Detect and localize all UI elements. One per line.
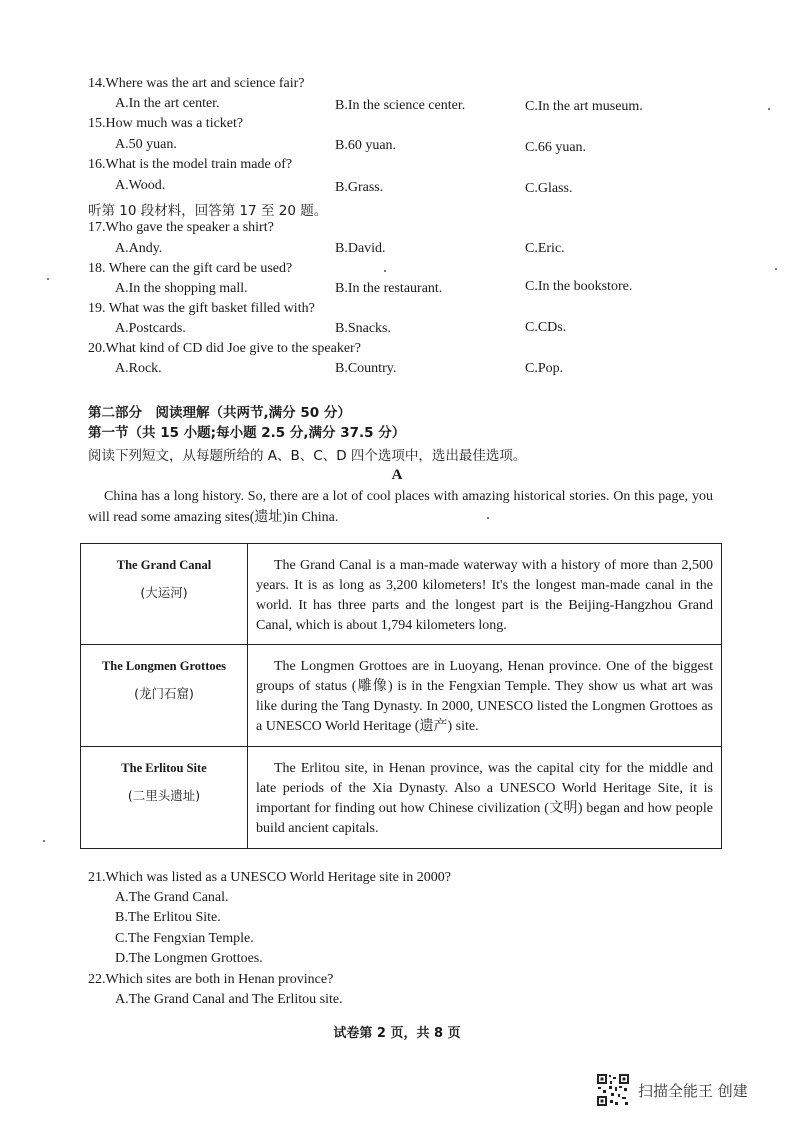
page-footer: 试卷第 2 页，共 8 页 xyxy=(333,1026,461,1041)
scan-speck xyxy=(768,108,770,110)
table-row xyxy=(81,544,722,645)
site-description: The Longmen Grottoes are in Luoyang, Henan province. One of the biggest groups of status (雕像) is in the Fengxian Temple. They show us what art was like during the Tang Dynasty. In 2000, UNESCO listed the Longmen Grottoes as a UNESCO World Heritage (遗产) site. xyxy=(248,645,722,747)
question-20-option-a: A.Rock. xyxy=(115,361,162,376)
site-chinese-name: (大运河) xyxy=(140,585,188,600)
site-name-cell xyxy=(81,645,248,747)
question-19-option-b: B.Snacks. xyxy=(335,321,391,336)
question-21-option-d: D.The Longmen Grottoes. xyxy=(115,951,263,966)
scan-speck xyxy=(43,840,45,842)
question-16-stem: 16.What is the model train made of? xyxy=(88,157,293,172)
question-20-stem: 20.What kind of CD did Joe give to the speaker? xyxy=(88,341,361,356)
site-name: The Erlitou Site xyxy=(121,761,207,775)
site-chinese-name: (龙门石窟) xyxy=(134,686,194,701)
question-14-option-c: C.In the art museum. xyxy=(525,99,643,114)
question-14-option-a: A.In the art center. xyxy=(115,96,220,111)
question-15-option-a: A.50 yuan. xyxy=(115,137,177,152)
question-16-option-a: A.Wood. xyxy=(115,178,166,193)
scan-speck xyxy=(47,278,49,280)
question-20-option-b: B.Country. xyxy=(335,361,397,376)
table-row xyxy=(81,645,722,747)
site-name-cell xyxy=(81,544,248,645)
passage-title: A xyxy=(391,467,403,483)
site-name: The Longmen Grottoes xyxy=(101,659,227,673)
scan-speck xyxy=(487,517,489,519)
question-22-option-a: A.The Grand Canal and The Erlitou site. xyxy=(115,992,343,1007)
site-name-cell xyxy=(81,747,248,849)
question-16-option-c: C.Glass. xyxy=(525,181,573,196)
question-21-option-c: C.The Fengxian Temple. xyxy=(115,931,254,946)
question-17-option-a: A.Andy. xyxy=(115,241,163,256)
question-19-stem: 19. What was the gift basket filled with? xyxy=(88,301,315,316)
question-18-stem: 18. Where can the gift card be used? xyxy=(88,261,293,276)
site-description: The Grand Canal is a man-made waterway with a history of more than 2,500 years. It is as long as 3,200 kilometers! It's the longest man-made canal in the world. It has three parts and the longest part is the Beijing-Hangzhou Grand Canal, which is about 1,794 kilometers long. xyxy=(248,544,722,645)
table-row xyxy=(81,747,722,849)
section1-header: 第一节（共 15 小题;每小题 2.5 分,满分 37.5 分） xyxy=(88,425,406,441)
question-17-option-b: B.David. xyxy=(335,241,386,256)
question-14-stem: 14.Where was the art and science fair? xyxy=(88,76,305,91)
question-15-stem: 15.How much was a ticket? xyxy=(88,116,244,131)
question-21-stem: 21.Which was listed as a UNESCO World Heritage site in 2000? xyxy=(88,870,451,885)
question-20-option-c: C.Pop. xyxy=(525,361,564,376)
passage-intro: China has a long history. So, there are a lot of cool places with amazing historical stories. On this page, you will read some amazing sites(遗址)in China. xyxy=(88,489,713,525)
site-chinese-name: (二里头遗址) xyxy=(127,788,201,803)
question-18-option-a: A.In the shopping mall. xyxy=(115,281,248,296)
question-19-option-a: A.Postcards. xyxy=(115,321,186,336)
site-name: The Grand Canal xyxy=(116,558,212,572)
question-21-option-b: B.The Erlitou Site. xyxy=(115,910,221,925)
part2-header: 第二部分 阅读理解（共两节,满分 50 分） xyxy=(88,405,351,421)
question-15-option-c: C.66 yuan. xyxy=(525,140,587,155)
question-22-stem: 22.Which sites are both in Henan province? xyxy=(88,972,334,987)
listening-instruction: 听第 10 段材料，回答第 17 至 20 题。 xyxy=(88,203,328,219)
scan-speck xyxy=(775,268,777,270)
scan-speck xyxy=(384,270,386,272)
question-19-option-c: C.CDs. xyxy=(525,320,567,335)
qr-code-icon xyxy=(596,1073,630,1107)
sites-table xyxy=(80,543,722,849)
question-16-option-b: B.Grass. xyxy=(335,180,384,195)
question-17-option-c: C.Eric. xyxy=(525,241,565,256)
question-18-option-c: C.In the bookstore. xyxy=(525,279,633,294)
question-14-option-b: B.In the science center. xyxy=(335,98,466,113)
scanner-watermark xyxy=(596,1073,748,1107)
question-17-stem: 17.Who gave the speaker a shirt? xyxy=(88,220,274,235)
question-18-option-b: B.In the restaurant. xyxy=(335,281,443,296)
question-15-option-b: B.60 yuan. xyxy=(335,138,397,153)
watermark-text: 扫描全能王 创建 xyxy=(638,1081,748,1100)
reading-instruction: 阅读下列短文，从每题所给的 A、B、C、D 四个选项中，选出最佳选项。 xyxy=(88,448,527,464)
site-description: The Erlitou site, in Henan province, was the capital city for the middle and late periods of the Xia Dynasty. Also a UNESCO World Heritage Site, it is important for finding out how Chinese civilization (文明) began and how people build ancient capitals. xyxy=(248,747,722,849)
question-21-option-a: A.The Grand Canal. xyxy=(115,890,229,905)
